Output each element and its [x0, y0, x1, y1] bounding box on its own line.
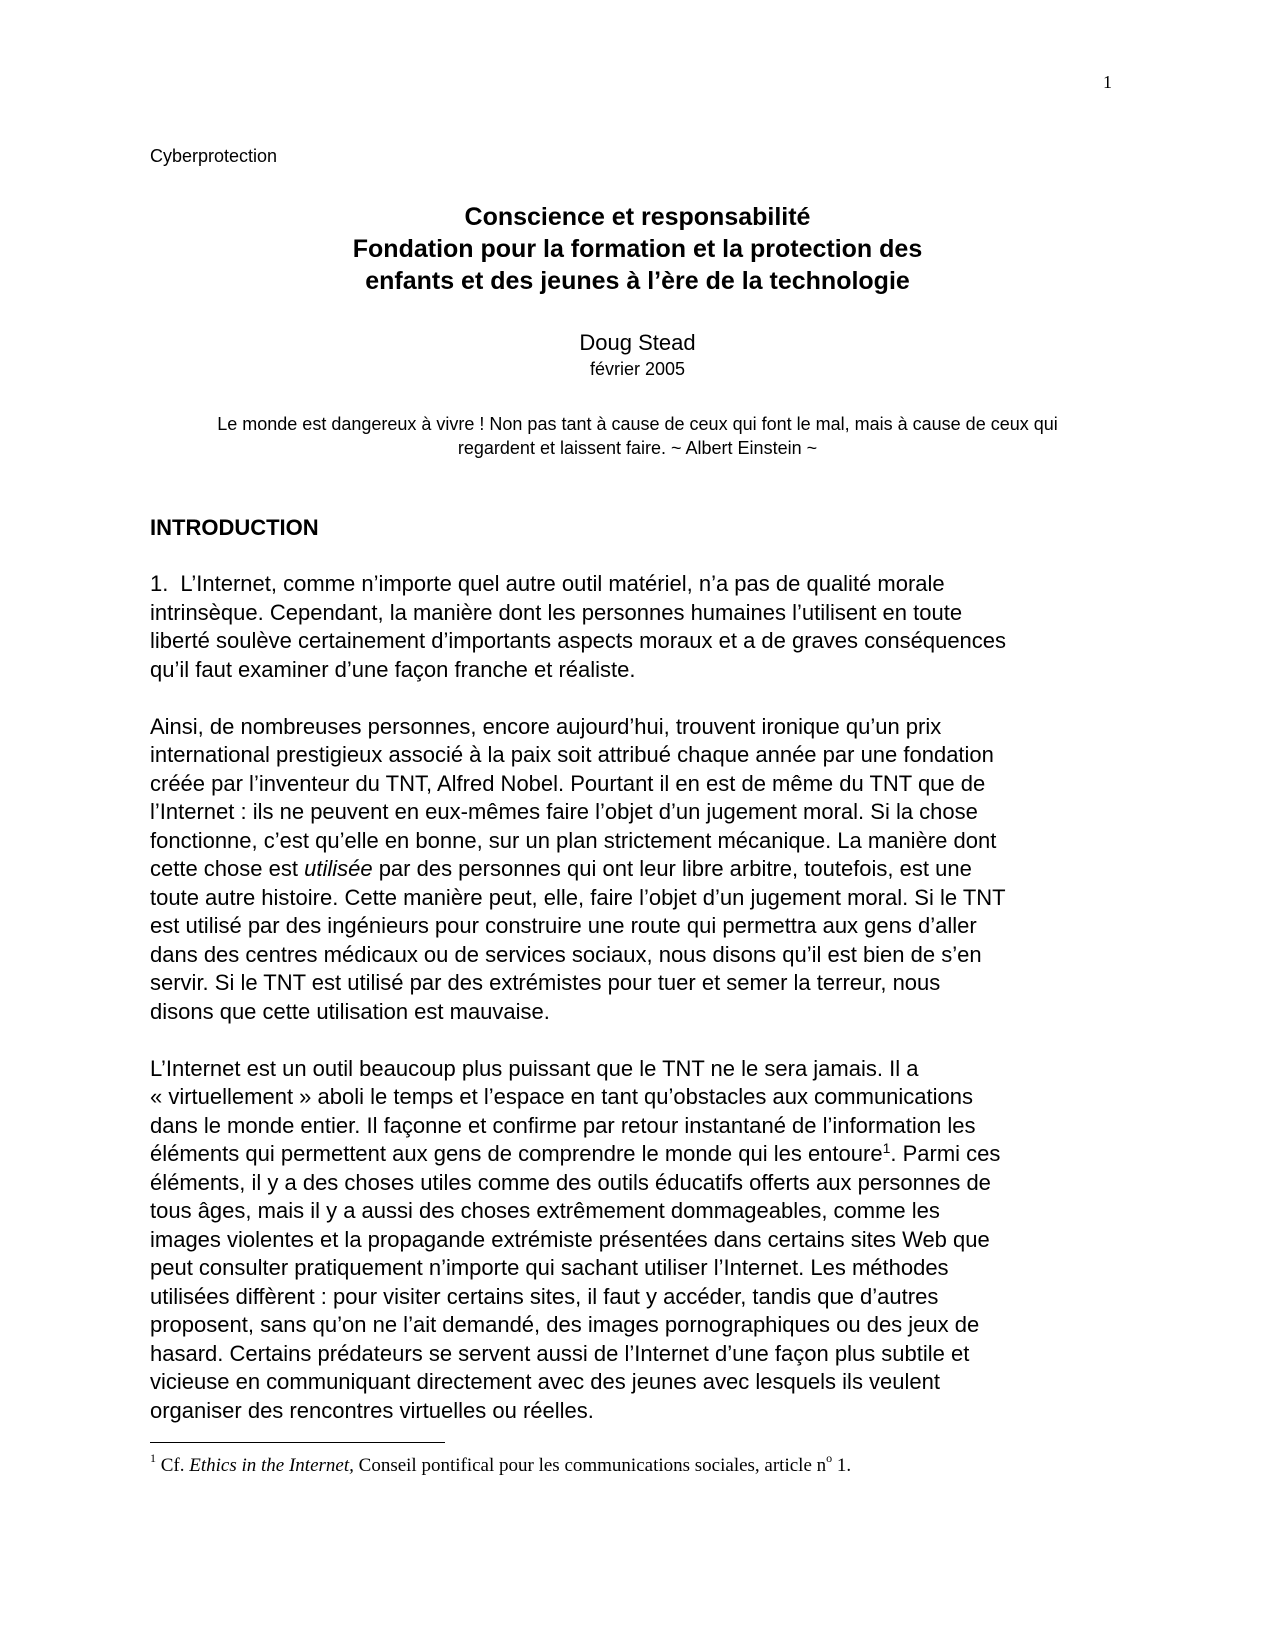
paragraph-line: dans des centres médicaux ou de services sociaux, nous disons qu’il est bien de s’en: [150, 941, 982, 967]
paragraph-line-text: L’Internet, comme n’importe quel autre outil matériel, n’a pas de qualité morale: [180, 571, 945, 596]
header-label: Cyberprotection: [150, 146, 278, 166]
footnote-reference[interactable]: 1: [882, 1140, 891, 1156]
paragraph-line: qu’il faut examiner d’une façon franche et réaliste.: [150, 656, 636, 682]
paragraph-line: Ainsi, de nombreuses personnes, encore aujourd’hui, trouvent ironique qu’un prix: [150, 713, 942, 739]
title-line: Fondation pour la formation et la protection des: [352, 235, 923, 263]
section-heading: INTRODUCTION: [150, 515, 319, 540]
paragraph-line: [150, 1140, 1140, 1169]
paragraph-line: dans le monde entier. Il façonne et confirme par retour instantané de l’information les: [150, 1112, 976, 1138]
paragraph-line: vicieuse en communiquant directement avec des jeunes avec lesquels ils veulent: [150, 1369, 940, 1394]
footnote-superscript: o: [826, 1451, 833, 1465]
paragraph-line: liberté soulève certainement d’importants aspects moraux et a de graves conséquences: [150, 628, 1007, 653]
paragraph-line: international prestigieux associé à la paix soit attribué chaque année par une fondation: [150, 742, 994, 767]
text-run: . Parmi ces: [890, 1141, 1001, 1166]
epigraph-line: regardent et laissent faire. ~ Albert Einstein ~: [457, 438, 818, 458]
paragraph-line: intrinsèque. Cependant, la manière dont les personnes humaines l’utilisent en toute: [150, 599, 963, 625]
footnote: [150, 1451, 1125, 1477]
paragraph-line: fonctionne, c’est qu’elle en bonne, sur un plan strictement mécanique. La manière dont: [150, 827, 997, 853]
author: Doug Stead: [579, 330, 696, 355]
paragraph-line: tous âges, mais il y a aussi des choses extrêmement dommageables, comme les: [150, 1198, 940, 1223]
footnote-marker: 1: [150, 1451, 156, 1465]
paragraph-line: L’Internet est un outil beaucoup plus puissant que le TNT ne le sera jamais. Il a: [150, 1055, 919, 1081]
paragraph-line: éléments, il y a des choses utiles comme des outils éducatifs offerts aux personnes de: [150, 1169, 991, 1195]
paragraph-line: disons que cette utilisation est mauvaise.: [150, 998, 550, 1024]
paragraph-line: peut consulter pratiquement n’importe qui sachant utiliser l’Internet. Les méthodes: [150, 1255, 949, 1280]
paragraph-line: toute autre histoire. Cette manière peut, elle, faire l’objet d’un jugement moral. Si le TNT: [150, 884, 1006, 910]
epigraph-line: Le monde est dangereux à vivre ! Non pas tant à cause de ceux qui font le mal, mais à cause de ceux qui: [217, 414, 1058, 434]
paragraph-line: [150, 855, 1140, 884]
paragraph-line: organiser des rencontres virtuelles ou réelles.: [150, 1397, 594, 1423]
paragraph-line: hasard. Certains prédateurs se servent aussi de l’Internet d’une façon plus subtile et: [150, 1340, 970, 1366]
paragraph-3: [150, 1055, 1140, 1426]
paragraph-2: [150, 713, 1140, 1027]
paragraph-1: [150, 570, 1140, 684]
text-run: par des personnes qui ont leur libre arbitre, toutefois, est une: [372, 856, 972, 881]
paragraph-line: images violentes et la propagande extrémiste présentées dans certains sites Web que: [150, 1226, 990, 1252]
emphasis-text: utilisée: [304, 856, 373, 881]
date: février 2005: [589, 359, 686, 379]
text-run: cette chose est: [150, 856, 305, 881]
paragraph-line: servir. Si le TNT est utilisé par des extrémistes pour tuer et semer la terreur, nous: [150, 970, 941, 995]
title-line: Conscience et responsabilité: [464, 203, 811, 231]
paragraph-line: l’Internet : ils ne peuvent en eux-mêmes faire l’objet d’un jugement moral. Si la chose: [150, 799, 978, 824]
footnote-text: Conseil pontifical pour les communications sociales, article n: [353, 1455, 827, 1476]
title-line: enfants et des jeunes à l’ère de la technologie: [365, 267, 910, 295]
document-title: [150, 201, 1125, 297]
paragraph-number: 1.: [150, 571, 169, 596]
document-body: [150, 570, 1140, 1454]
text-run: éléments qui permettent aux gens de comprendre le monde qui les entoure: [150, 1141, 883, 1166]
footnote-separator: [150, 1442, 445, 1443]
footnote-text: 1.: [832, 1455, 852, 1476]
paragraph-line: est utilisé par des ingénieurs pour construire une route qui permettra aux gens d’aller: [150, 913, 977, 938]
footnote-text: Cf.: [156, 1455, 190, 1476]
paragraph-line: proposent, sans qu’on ne l’ait demandé, des images pornographiques ou des jeux de: [150, 1312, 980, 1337]
paragraph-line: créée par l’inventeur du TNT, Alfred Nobel. Pourtant il en est de même du TNT que de: [150, 770, 986, 796]
footnote-title: Ethics in the Internet,: [189, 1455, 354, 1476]
page-number: 1: [1103, 72, 1112, 92]
paragraph-line: utilisées diffèrent : pour visiter certains sites, il faut y accéder, tandis que d’autres: [150, 1283, 939, 1309]
paragraph-line: [150, 570, 1140, 599]
epigraph-quote: [150, 412, 1125, 460]
paragraph-line: « virtuellement » aboli le temps et l’espace en tant qu’obstacles aux communications: [150, 1084, 974, 1109]
